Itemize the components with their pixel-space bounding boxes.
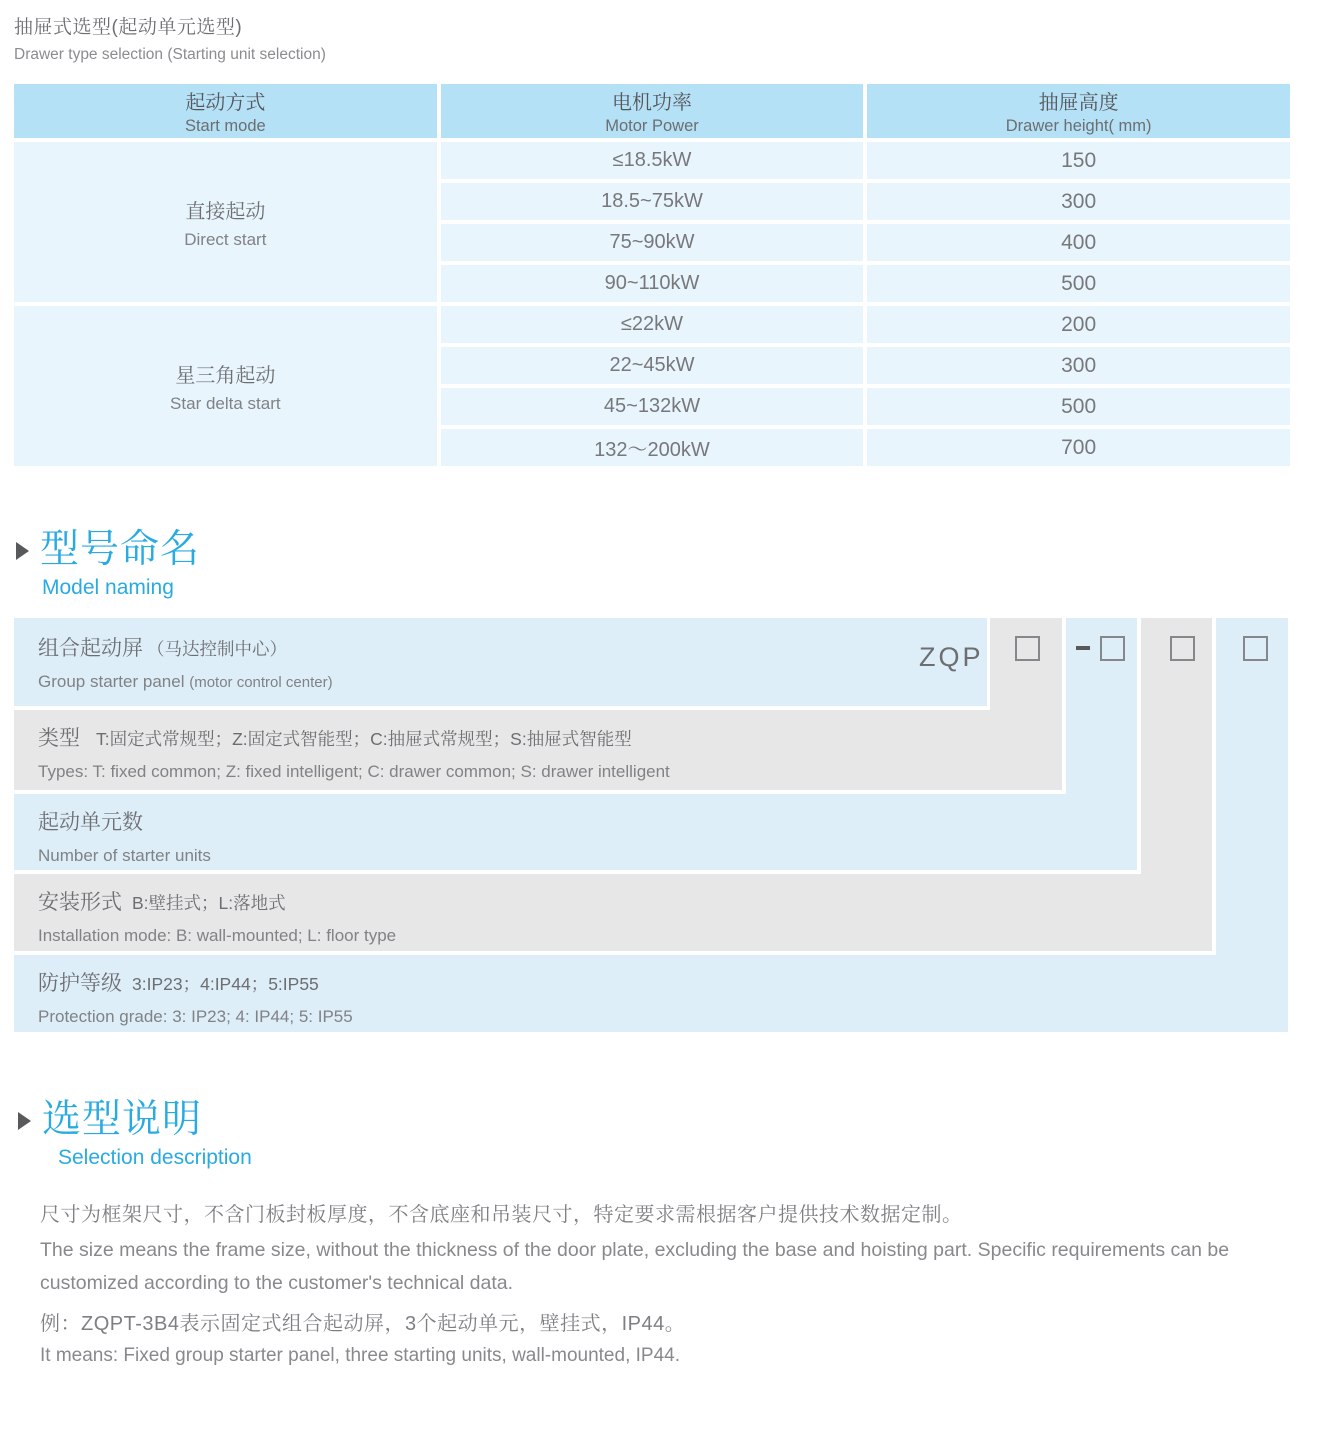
height-cell: 200 (867, 306, 1290, 343)
naming-label-zh-sub: 3:IP23；4:IP44；5:IP55 (132, 974, 319, 994)
selection-table (14, 84, 1290, 466)
naming-label-zh: 防护等级 (38, 972, 122, 995)
mode-label-zh: 直接起动 (185, 200, 266, 223)
size-note-en: The size means the frame size, without the thickness of the door plate, excluding the base and hoisting part. Specific requirements can be customized according to the customer's technical data. (40, 1239, 1230, 1294)
column-header-drawer-height (867, 84, 1290, 138)
column-header-zh: 电机功率 (611, 92, 692, 114)
column-header-en: Start mode (184, 117, 266, 135)
height-cell: 300 (867, 183, 1290, 220)
mode-label-zh: 星三角起动 (175, 364, 276, 387)
column-header-en: Motor Power (605, 117, 699, 135)
naming-label-zh: 组合起动屏 (38, 637, 143, 660)
naming-label-en-sub: (motor control center) (189, 674, 333, 691)
naming-label-zh: 安装形式 (38, 891, 122, 914)
naming-label-zh-sub: （马达控制中心） (147, 639, 287, 659)
section-heading-selection-description (18, 1098, 252, 1170)
naming-label-zh-sub: T:固定式常规型；Z:固定式智能型；C:抽屉式常规型；S:抽屉式智能型 (96, 729, 632, 749)
selection-description-body (40, 1198, 1284, 1367)
model-code-box-type (1015, 636, 1040, 661)
model-code-box-protection (1243, 636, 1268, 661)
naming-row-group-starter-panel (38, 632, 333, 692)
height-cell: 700 (867, 429, 1290, 466)
mode-cell-star-delta-start (14, 306, 437, 466)
power-cell: 45~132kW (441, 388, 864, 425)
column-header-start-mode (14, 84, 437, 138)
power-cell: 90~110kW (441, 265, 864, 302)
model-code-prefix: ZQP (919, 642, 984, 672)
mode-cell-direct-start (14, 142, 437, 302)
section-title-en: Model naming (42, 575, 174, 599)
height-cell: 500 (867, 265, 1290, 302)
model-naming-diagram (14, 618, 1290, 1032)
page-subtitle: Drawer type selection (Starting unit selection) (14, 46, 326, 63)
naming-label-en: Group starter panel (38, 672, 185, 691)
naming-row-installation-mode (38, 886, 396, 946)
naming-row-protection-grade (38, 967, 353, 1027)
height-cell: 400 (867, 224, 1290, 261)
page-title: 抽屉式选型(起动单元选型) (14, 17, 243, 38)
triangle-bullet-icon (16, 542, 29, 560)
naming-label-zh: 类型 (38, 727, 80, 750)
power-cell: ≤22kW (441, 306, 864, 343)
size-note-zh: 尺寸为框架尺寸，不含门板封板厚度，不含底座和吊装尺寸，特定要求需根据客户提供技术数据定制。 (40, 1204, 963, 1226)
height-cell: 500 (867, 388, 1290, 425)
naming-label-en: Installation mode: B: wall-mounted; L: floor type (38, 926, 397, 945)
section-title-zh: 选型说明 (42, 1098, 203, 1141)
naming-label-en: Protection grade: 3: IP23; 4: IP44; 5: IP55 (38, 1007, 353, 1026)
power-cell: ≤18.5kW (441, 142, 864, 179)
power-cell: 22~45kW (441, 347, 864, 384)
column-header-zh: 起动方式 (185, 92, 266, 114)
example-note-zh: 例：ZQPT-3B4表示固定式组合起动屏，3个起动单元，壁挂式，IP44。 (40, 1313, 686, 1335)
power-cell: 75~90kW (441, 224, 864, 261)
mode-label-en: Star delta start (170, 393, 281, 413)
height-cell: 300 (867, 347, 1290, 384)
model-code-dash (1076, 646, 1090, 650)
column-header-en: Drawer height( mm) (1005, 117, 1152, 135)
height-cell: 150 (867, 142, 1290, 179)
naming-label-en: Number of starter units (38, 846, 211, 865)
power-cell: 132～200kW (441, 429, 864, 466)
mode-label-en: Direct start (184, 229, 267, 249)
section-heading-model-naming (16, 528, 200, 600)
naming-label-en: Types: T: fixed common; Z: fixed intelligent; C: drawer common; S: drawer intelligent (38, 762, 670, 781)
power-cell: 18.5~75kW (441, 183, 864, 220)
naming-row-starter-units (38, 806, 211, 866)
naming-label-zh: 起动单元数 (38, 811, 143, 834)
example-note-en: It means: Fixed group starter panel, three starting units, wall-mounted, IP44. (40, 1345, 680, 1366)
column-header-zh: 抽屉高度 (1038, 92, 1119, 114)
model-code-box-installation (1170, 636, 1195, 661)
model-code-box-units (1100, 636, 1125, 661)
naming-label-zh-sub: B:壁挂式；L:落地式 (132, 893, 286, 913)
section-title-zh: 型号命名 (40, 528, 201, 571)
naming-row-types (38, 722, 670, 782)
column-header-motor-power (441, 84, 864, 138)
section-title-en: Selection description (58, 1145, 252, 1169)
triangle-bullet-icon (18, 1112, 31, 1130)
page-header (14, 12, 326, 64)
